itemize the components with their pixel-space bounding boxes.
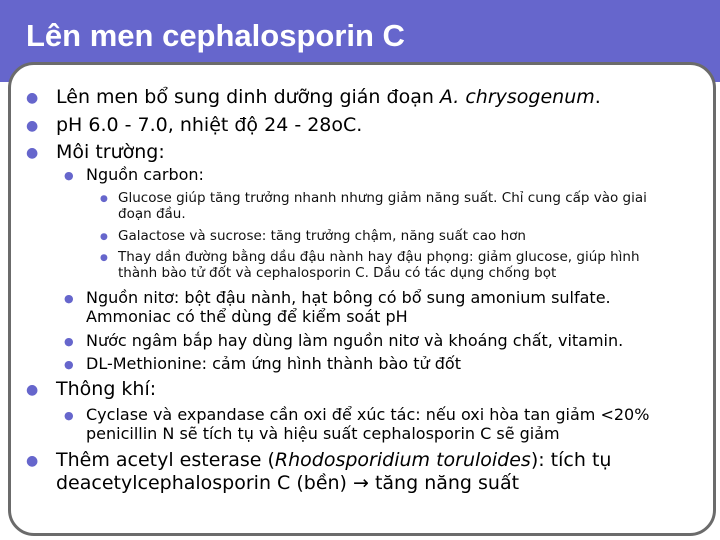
bullet-dot-icon: ●	[26, 145, 39, 161]
bullet-dot-icon: ●	[100, 232, 108, 242]
slide-title: Lên men cephalosporin C	[26, 18, 405, 53]
bullet-3-4	[0, 354, 680, 374]
bullet-3-1-2	[0, 228, 690, 245]
bullet-3-1-1	[0, 190, 690, 222]
bullet-text: Môi trường:	[56, 141, 165, 163]
bullet-dot-icon: ●	[26, 453, 39, 469]
bullet-4	[0, 378, 700, 402]
bullet-3	[0, 141, 700, 165]
bullet-text: Thay dần đường bằng dầu đậu nành hay đậu phọng: giảm glucose, giúp hình thành bào tử đốt và cephalosporin C. Dầu có tác dụng chống bọt	[118, 249, 640, 281]
bullet-text: DL-Methionine: cảm ứng hình thành bào tử đốt	[86, 354, 461, 373]
bullet-3-1	[0, 165, 680, 185]
bullet-text: Lên men bổ sung dinh dưỡng gián đoạn A. chrysogenum.	[56, 86, 601, 108]
bullet-dot-icon: ●	[100, 253, 108, 263]
bullet-text: pH 6.0 - 7.0, nhiệt độ 24 - 28oC.	[56, 114, 363, 136]
bullet-dot-icon: ●	[26, 382, 39, 398]
bullet-4-1	[0, 405, 680, 443]
bullet-text: Glucose giúp tăng trưởng nhanh nhưng giảm năng suất. Chỉ cung cấp vào giai đoạn đầu.	[118, 190, 647, 222]
bullet-text: Cyclase và expandase cần oxi để xúc tác: nếu oxi hòa tan giảm <20% penicillin N sẽ tích tụ và hiệu suất cephalosporin C sẽ giảm	[86, 405, 650, 443]
bullet-text: Nước ngâm bắp hay dùng làm nguồn nitơ và khoáng chất, vitamin.	[86, 331, 624, 350]
bullet-dot-icon: ●	[64, 292, 74, 305]
bullet-3-2	[0, 288, 680, 326]
bullet-1	[0, 86, 700, 110]
bullet-text: Nguồn nitơ: bột đậu nành, hạt bông có bổ sung amonium sulfate. Ammoniac có thể dùng để kiểm soát pH	[86, 288, 611, 326]
bullet-2	[0, 114, 700, 138]
bullet-dot-icon: ●	[26, 90, 39, 106]
bullet-3-3	[0, 331, 680, 351]
bullet-dot-icon: ●	[26, 118, 39, 134]
bullet-dot-icon: ●	[100, 194, 108, 204]
bullet-text: Nguồn carbon:	[86, 165, 204, 184]
bullet-text: Thông khí:	[56, 378, 157, 400]
bullet-dot-icon: ●	[64, 335, 74, 348]
bullet-dot-icon: ●	[64, 409, 74, 422]
bullet-5	[0, 449, 700, 495]
bullet-3-1-3	[0, 249, 690, 281]
bullet-text: Thêm acetyl esterase (Rhodosporidium toruloides): tích tụ deacetylcephalosporin C (bền) → tăng năng suất	[56, 449, 612, 494]
bullet-dot-icon: ●	[64, 169, 74, 182]
bullet-dot-icon: ●	[64, 358, 74, 371]
bullet-text: Galactose và sucrose: tăng trưởng chậm, năng suất cao hơn	[118, 228, 526, 244]
